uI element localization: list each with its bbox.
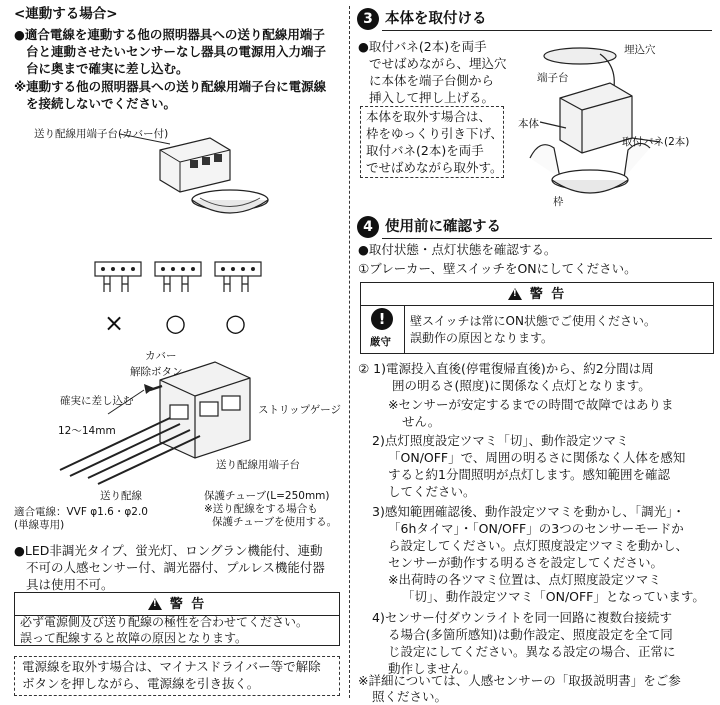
installation-figure <box>520 38 670 208</box>
mark-ok-2: ○ <box>225 309 246 337</box>
item3-line1: 3)感知範囲確認後、動作設定ツマミを動かし、「調光」・ <box>372 504 685 519</box>
final-note-line1: ※詳細については、人感センサーの「取扱説明書」をご参 <box>358 673 681 688</box>
left-warning-line1: 必ず電源側及び送り配線の極性を合わせてください。 <box>20 615 309 629</box>
note1-line1: ※連動する他の照明器具への送り配線用端子台に電源線 <box>14 79 327 94</box>
step3-line4: 挿入して押し上げる。 <box>369 90 495 105</box>
wire-spec-2: (単線専用) <box>14 519 65 531</box>
final-note-line2: 照ください。 <box>372 689 448 704</box>
hole-label: 埋込穴 <box>624 44 656 56</box>
remove-note-line2: ボタンを押しながら、電源線を引き抜く。 <box>22 676 260 691</box>
left-warning-line2: 誤って配線すると故障の原因となります。 <box>20 631 248 645</box>
exclamation-icon: ! <box>371 308 393 330</box>
item1-line1: ② 1)電源投入直後(停電復帰直後)から、約2分間は周 <box>358 361 654 376</box>
item3-note1: ※出荷時の各ツマミ位置は、点灯照度設定ツマミ <box>388 572 661 587</box>
item3-line2: 「6hタイマ」・「ON/OFF」の3つのセンサーモードか <box>388 521 684 536</box>
fig1-label: 送り配線用端子台(カバー付) <box>34 128 169 140</box>
remove-note-line1: 電源線を取外す場合は、マイナスドライバー等で解除 <box>22 659 321 674</box>
wire-spec-1: 適合電線：VVF φ1.6・φ2.0 <box>14 506 148 518</box>
right-warning-header <box>361 283 713 306</box>
item4-line4: 動作しません。 <box>388 661 477 676</box>
mark-ng: × <box>104 309 125 337</box>
mark-ok-1: ○ <box>165 309 186 337</box>
section-title: <連動する場合> <box>14 6 118 22</box>
step4-line2: ①ブレーカー、壁スイッチをONにしてください。 <box>358 261 637 276</box>
para2-line1: ●LED非調光タイプ、蛍光灯、ロングラン機能付、連動 <box>14 543 323 558</box>
item2-line1: 2)点灯照度設定ツマミ「切」、動作設定ツマミ <box>372 433 629 448</box>
note1-line2: を接続しないでください。 <box>26 96 177 111</box>
tube-note-1: ※送り配線をする場合も <box>204 503 318 515</box>
warning-triangle-icon <box>148 598 162 610</box>
item3-note2: 「切」、動作設定ツマミ「ON/OFF」となっています。 <box>402 589 705 604</box>
para1-line1: ●適合電線を連動する他の照明器具への送り配線用端子 <box>14 27 325 42</box>
item2-line4: してください。 <box>388 484 476 499</box>
left-warning-title: 警 告 <box>169 596 207 612</box>
terminal-label: 送り配線用端子台 <box>216 459 300 471</box>
item3-line4: センサーが動作する明るさを設定してください。 <box>388 555 664 570</box>
step4-number: 4 <box>357 216 379 238</box>
insert-label: 確実に差し込む <box>60 395 134 407</box>
step3-box-line4: でせばめながら取外す。 <box>366 160 503 175</box>
step3-line2: でせばめながら、埋込穴 <box>369 56 507 71</box>
step4-header <box>357 216 501 238</box>
step4-line1: ●取付状態・点灯状態を確認する。 <box>358 242 557 257</box>
frame-label: 枠 <box>553 196 564 208</box>
step4-underline <box>382 238 712 239</box>
length-label: 12～14mm <box>58 425 116 437</box>
step3-box-line3: 取付バネ(2本)を両手 <box>366 143 484 158</box>
tube-label: 保護チューブ(L=250mm) <box>204 490 330 502</box>
para1-line3: 台に奥まで確実に差し込む。 <box>26 61 189 76</box>
step3-header <box>357 8 487 30</box>
right-warning-line2: 誤動作の原因となります。 <box>410 331 554 345</box>
strip-gauge-label: ストリップゲージ <box>258 404 342 416</box>
column-divider <box>349 6 350 698</box>
wiring-label: 送り配線 <box>100 490 142 502</box>
downlight-figure <box>130 130 280 230</box>
item4-line1: 4)センサー付ダウンライトを同一回路に複数台接続す <box>372 610 672 625</box>
left-warning-header <box>15 593 339 616</box>
step4-title: 使用前に確認する <box>385 218 501 235</box>
step3-box-line1: 本体を取外す場合は、 <box>366 109 492 124</box>
step3-line1: ●取付バネ(2本)を両手 <box>358 39 487 54</box>
right-warning-title: 警 告 <box>529 286 567 302</box>
item4-line3: じ設定にしてください。異なる設定の場合、正常に <box>388 644 676 659</box>
step3-terminal-label: 端子台 <box>537 72 569 84</box>
step3-box-line2: 枠をゆっくり引き下げ、 <box>366 126 503 141</box>
item3-line3: ら設定してください。点灯照度設定ツマミを動かし、 <box>388 538 689 553</box>
item1-note2: せん。 <box>402 414 441 429</box>
spring-label: 取付バネ(2本) <box>622 136 690 148</box>
para2-line3: 具は使用不可。 <box>26 577 114 592</box>
step3-number: 3 <box>357 8 379 30</box>
release-button-label: 解除ボタン <box>130 366 183 378</box>
body-label: 本体 <box>518 118 539 130</box>
step3-line3: に本体を端子台側から <box>369 73 495 88</box>
right-warning-line1: 壁スイッチは常にON状態でご使用ください。 <box>410 314 656 328</box>
item4-line2: る場合(多箇所感知)は動作設定、照度設定を全て同 <box>388 627 673 642</box>
item2-line2: 「ON/OFF」で、周囲の明るさに関係なく人体を感知 <box>388 450 686 465</box>
para2-line2: 不可の人感センサー付、調光器付、プルレス機能付器 <box>26 560 325 575</box>
step3-underline <box>382 30 712 31</box>
cover-label: カバー <box>145 350 177 362</box>
step3-title: 本体を取付ける <box>385 10 487 27</box>
strict-label: 厳守 <box>370 336 391 348</box>
warning-triangle-icon-2 <box>508 288 522 300</box>
item2-line3: すると約1分間照明が点灯します。感知範囲を確認 <box>388 467 670 482</box>
item1-line2: 囲の明るさ(照度)に関係なく点灯となります。 <box>392 378 651 393</box>
item1-note1: ※センサーが安定するまでの時間で故障ではありま <box>388 397 674 412</box>
tube-note-2: 保護チューブを使用する。 <box>212 516 338 528</box>
para1-line2: 台と連動させたいセンサーなし器具の電源用入力端子 <box>26 44 327 59</box>
